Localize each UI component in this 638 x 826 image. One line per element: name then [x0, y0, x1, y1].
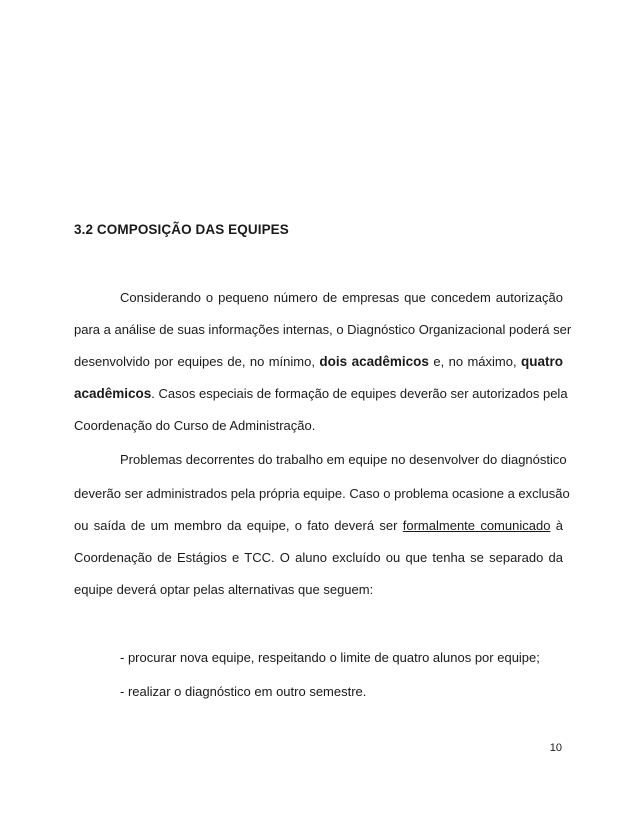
section-heading: 3.2 COMPOSIÇÃO DAS EQUIPES	[74, 222, 289, 237]
bold-quatro: quatro	[520, 354, 563, 369]
bold-dois-academicos: dois acadêmicos	[319, 354, 429, 369]
p1-line-2: para a análise de suas informações internas, o Diagnóstico Organizacional poderá ser	[74, 322, 572, 337]
p2-line-1: Problemas decorrentes do trabalho em equipe no desenvolver do diagnóstico	[120, 452, 567, 467]
underlined-formalmente-comunicado: formalmente comunicado	[402, 518, 551, 533]
p2-line-3	[74, 518, 563, 534]
bullet-item-2: - realizar o diagnóstico em outro semestre.	[120, 684, 367, 699]
bold-academicos: acadêmicos	[74, 386, 152, 401]
page-number: 10	[549, 742, 562, 754]
p2-line-2: deverão ser administrados pela própria equipe. Caso o problema ocasione a exclusão	[74, 486, 570, 501]
p2-line-4: Coordenação de Estágios e TCC. O aluno excluído ou que tenha se separado da	[74, 550, 563, 565]
p1-line-1: Considerando o pequeno número de empresas que concedem autorização	[120, 290, 563, 305]
bullet-item-1: - procurar nova equipe, respeitando o limite de quatro alunos por equipe;	[120, 650, 540, 665]
p2-line-3-text-b: à	[555, 518, 563, 533]
p1-line-3-text-a: desenvolvido por equipes de, no mínimo,	[74, 354, 315, 369]
p2-line-5: equipe deverá optar pelas alternativas que seguem:	[74, 582, 374, 597]
p1-line-4-text: . Casos especiais de formação de equipes deverão ser autorizados pela	[151, 386, 568, 401]
p2-line-3-text-a: ou saída de um membro da equipe, o fato deverá ser	[74, 518, 398, 533]
p1-line-3-text-b: e, no máximo,	[433, 354, 517, 369]
p1-line-3	[74, 354, 563, 370]
p1-line-4	[74, 386, 568, 402]
p1-line-5: Coordenação do Curso de Administração.	[74, 418, 316, 433]
